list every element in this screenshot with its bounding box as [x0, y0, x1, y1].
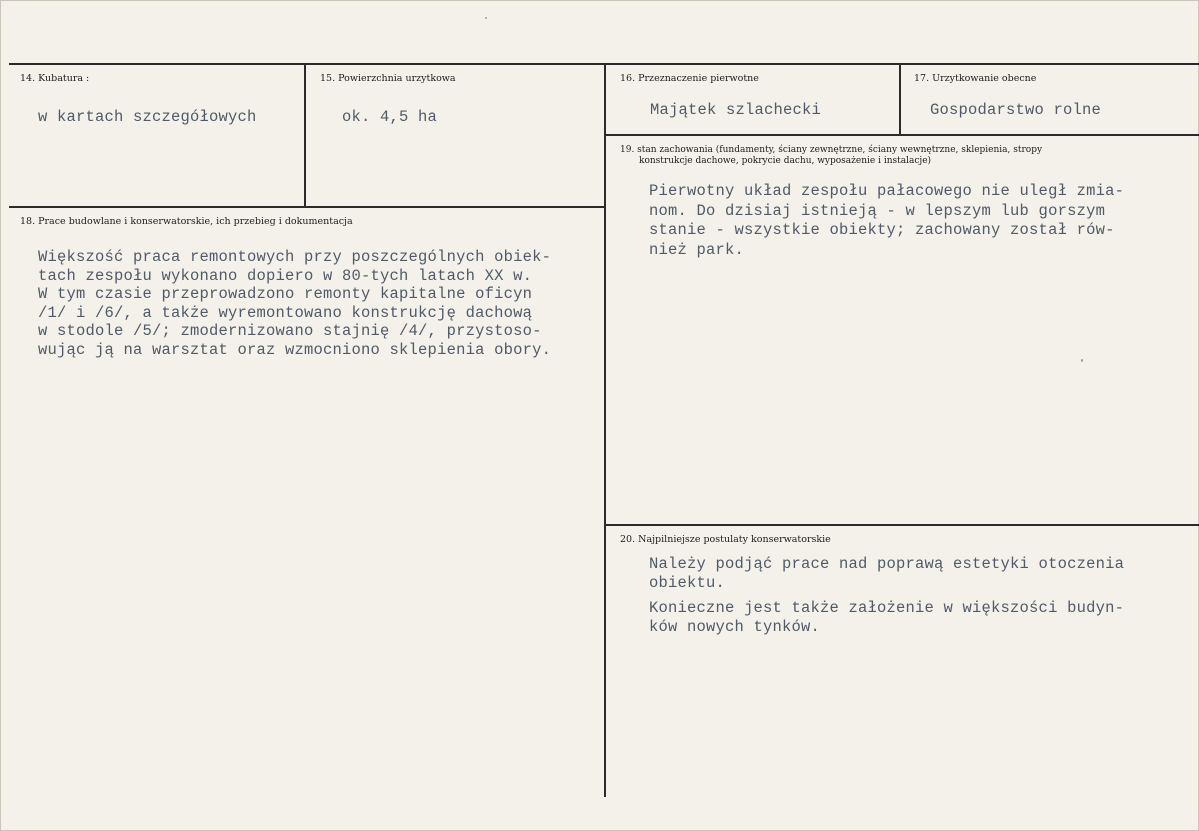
- divider-center: [604, 64, 606, 797]
- field-15-value: ok. 4,5 ha: [342, 108, 438, 126]
- field-14-label: 14. Kubatura :: [20, 73, 90, 84]
- field-18-line: W tym czasie przeprowadzono remonty kapitalne oficyn: [38, 285, 533, 303]
- field-18-label: 18. Prace budowlane i konserwatorskie, ich przebieg i dokumentacja: [20, 216, 353, 227]
- paper-speck: [485, 17, 487, 19]
- rule-above-20: [605, 524, 1199, 526]
- field-19-line: Pierwotny układ zespołu pałacowego nie uległ zmia-: [649, 182, 1125, 200]
- field-19-line: nom. Do dzisiaj istnieją - w lepszym lub gorszym: [649, 201, 1106, 220]
- field-20-line: Należy podjąć prace nad poprawą estetyki otoczenia: [649, 555, 1125, 573]
- field-18-line: wując ją na warsztat oraz wzmocniono sklepienia obory.: [38, 340, 552, 359]
- divider-16-17: [899, 64, 901, 135]
- field-19-line: stanie - wszystkie obiekty; zachowany został rów-: [649, 221, 1115, 239]
- field-18-line: tach zespołu wykonano dopiero w 80-tych latach XX w.: [38, 266, 533, 285]
- field-19-label-line2: konstrukcje dachowe, pokrycie dachu, wyposażenie i instalacje): [639, 156, 932, 166]
- field-16-label: 16. Przeznaczenie pierwotne: [620, 73, 759, 84]
- field-17-value: Gospodarstwo rolne: [930, 101, 1102, 119]
- field-19-line: nież park.: [649, 240, 745, 259]
- field-15-label: 15. Powierzchnia urzytkowa: [320, 73, 456, 84]
- field-20-line: ków nowych tynków.: [649, 618, 821, 636]
- divider-14-15: [304, 64, 306, 207]
- rule-under-16-17: [605, 134, 1199, 136]
- field-18-line: /1/ i /6/, a także wyremontowano konstrukcję dachową: [38, 303, 533, 322]
- field-16-value: Majątek szlachecki: [650, 101, 822, 119]
- field-20-line: obiektu.: [649, 574, 726, 592]
- rule-under-14-15: [9, 206, 605, 208]
- field-14-value: w kartach szczegółowych: [38, 108, 257, 126]
- paper-speck: [1081, 359, 1083, 362]
- field-19-label-line1: 19. stan zachowania (fundamenty, ściany zewnętrzne, ściany wewnętrzne, sklepienia, stropy: [620, 145, 1043, 155]
- field-17-label: 17. Urzytkowanie obecne: [914, 73, 1037, 84]
- field-18-line: Większość praca remontowych przy poszczególnych obiek-: [38, 248, 552, 266]
- field-20-label: 20. Najpilniejsze postulaty konserwatorskie: [620, 534, 831, 545]
- field-18-line: w stodole /5/; zmodernizowano stajnię /4/, przystoso-: [38, 322, 542, 340]
- field-20-line: Konieczne jest także założenie w większości budyn-: [649, 599, 1125, 617]
